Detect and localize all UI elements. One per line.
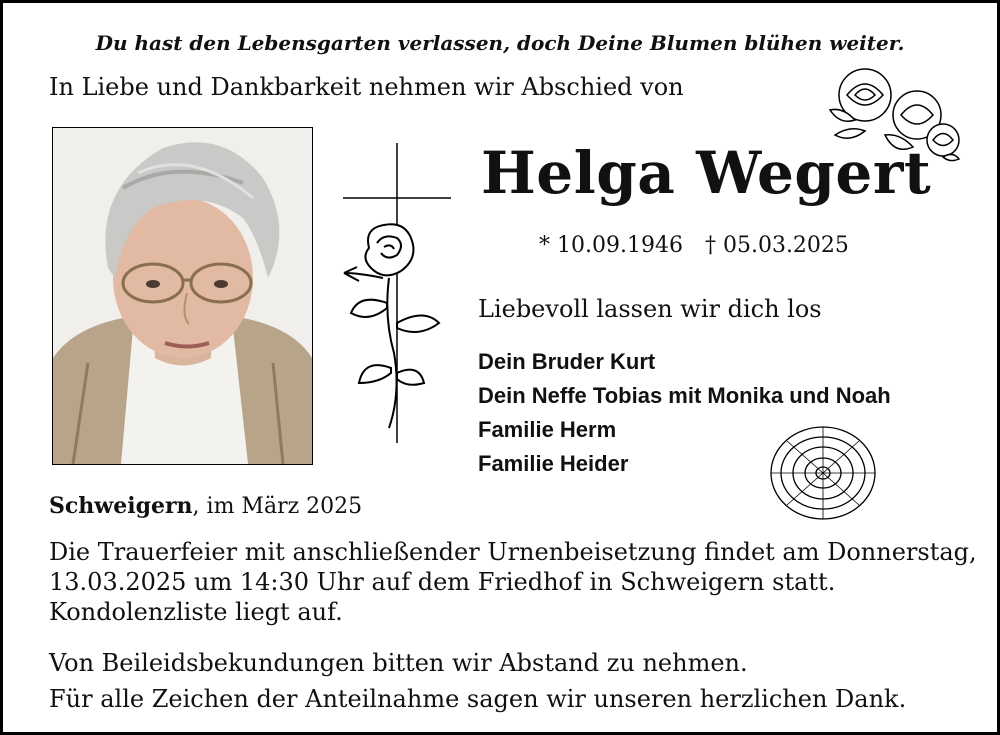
- cross-with-rose-icon: [339, 143, 451, 452]
- mourners-list: [478, 345, 891, 481]
- deceased-name: Helga Wegert: [481, 139, 932, 207]
- ceremony-line: 13.03.2025 um 14:30 Uhr auf dem Friedhof in Schweigern statt.: [49, 568, 836, 596]
- birth-date: * 10.09.1946: [539, 233, 683, 258]
- place-date: , im März 2025: [192, 494, 363, 519]
- mourner-item: Dein Bruder Kurt: [478, 349, 656, 374]
- intro-text: In Liebe und Dankbarkeit nehmen wir Abschied von: [49, 73, 684, 101]
- life-dates: [539, 233, 849, 258]
- ceremony-info: [49, 537, 989, 627]
- notice-line: Für alle Zeichen der Anteilnahme sagen wir unseren herzlichen Dank.: [49, 685, 907, 713]
- place-town: Schweigern: [49, 493, 193, 519]
- place-and-date: [49, 493, 362, 519]
- mourner-item: Familie Herm: [478, 417, 617, 442]
- closing-notices: [49, 645, 906, 717]
- portrait-photo: [52, 127, 313, 465]
- ceremony-line: Die Trauerfeier mit anschließender Urnenbeisetzung findet am Donnerstag,: [49, 538, 977, 566]
- ceremony-line: Kondolenzliste liegt auf.: [49, 598, 343, 626]
- death-date: † 05.03.2025: [704, 233, 849, 258]
- mourner-item: Familie Heider: [478, 451, 629, 476]
- mourner-item: Dein Neffe Tobias mit Monika und Noah: [478, 383, 891, 408]
- motto: Du hast den Lebensgarten verlassen, doch Deine Blumen blühen weiter.: [95, 31, 905, 55]
- release-line: Liebevoll lassen wir dich los: [478, 295, 822, 323]
- notice-line: Von Beileidsbekundungen bitten wir Abstand zu nehmen.: [49, 649, 748, 677]
